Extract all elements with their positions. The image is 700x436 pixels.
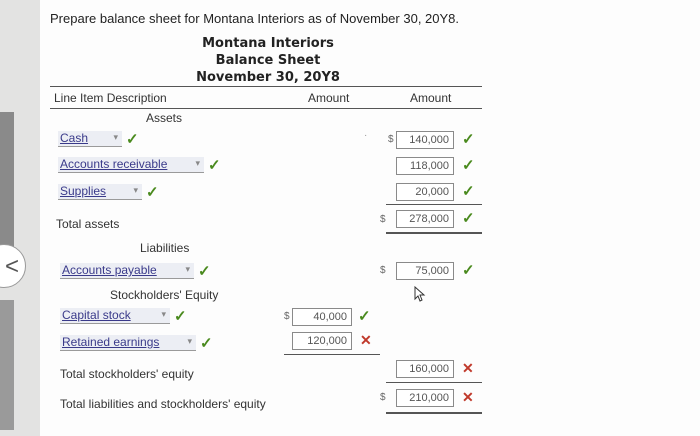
- equity-section-label: Stockholders' Equity: [110, 288, 219, 302]
- mouse-pointer-icon: [414, 286, 426, 302]
- statement-title: Balance Sheet: [215, 53, 321, 68]
- supplies-amount-input[interactable]: 20,000: [396, 183, 454, 201]
- capital-label-check-icon: ✓: [174, 308, 187, 325]
- chevron-down-icon: ▾: [187, 336, 192, 346]
- cash-amount1-dot: ·: [364, 130, 368, 141]
- accounts-payable-dropdown[interactable]: [60, 263, 194, 279]
- accounts-payable-amount-input[interactable]: 75,000: [396, 262, 454, 280]
- supplies-label: Supplies: [60, 184, 107, 198]
- col-description: Line Item Description: [54, 91, 167, 105]
- total-assets-check-icon: ✓: [462, 210, 475, 227]
- capital-amount-check-icon: ✓: [358, 308, 371, 325]
- supplies-dropdown[interactable]: [58, 184, 142, 200]
- total-assets-label: Total assets: [56, 217, 120, 231]
- accounts-receivable-amount-input[interactable]: 118,000: [396, 157, 454, 175]
- retained-earnings-dropdown[interactable]: [60, 335, 196, 351]
- back-chevron-icon: <: [5, 253, 20, 280]
- ap-label-check-icon: ✓: [198, 263, 211, 280]
- header-rule: [50, 86, 482, 87]
- accounts-payable-label: Accounts payable: [62, 263, 157, 277]
- statement-date: November 30, 20Y8: [196, 70, 340, 85]
- chevron-down-icon: ▾: [133, 185, 138, 195]
- capital-stock-label: Capital stock: [62, 308, 131, 322]
- retained-amount-cross-icon: ✕: [360, 332, 372, 348]
- company-name: Montana Interiors: [202, 36, 334, 51]
- retained-label-check-icon: ✓: [200, 335, 213, 352]
- chevron-down-icon: ▾: [161, 309, 166, 319]
- equity-total-rule: [386, 382, 482, 383]
- accounts-receivable-label: Accounts receivable: [60, 157, 168, 171]
- cash-dropdown[interactable]: [58, 131, 122, 147]
- chevron-down-icon: ▾: [195, 158, 200, 168]
- total-assets-input[interactable]: 278,000: [396, 210, 454, 228]
- left-edge-panel: [0, 0, 40, 436]
- ar-amount-check-icon: ✓: [462, 157, 475, 174]
- total-assets-dollar: $: [380, 214, 386, 225]
- equity-subtotal-rule: [284, 354, 380, 355]
- retained-earnings-amount-input[interactable]: 120,000: [292, 332, 352, 350]
- final-double-rule: [386, 412, 482, 414]
- liabilities-section-label: Liabilities: [140, 241, 190, 255]
- capital-dollar: $: [284, 311, 290, 322]
- ar-label-check-icon: ✓: [208, 157, 221, 174]
- total-liab-equity-dollar: $: [380, 392, 386, 403]
- capital-stock-amount-input[interactable]: 40,000: [292, 308, 352, 326]
- total-equity-cross-icon: ✕: [462, 360, 474, 376]
- total-liabilities-equity-input[interactable]: 210,000: [396, 389, 454, 407]
- supplies-label-check-icon: ✓: [146, 184, 159, 201]
- column-header-rule: [50, 108, 482, 109]
- col-amount-2: Amount: [410, 91, 452, 105]
- cash-amount-check-icon: ✓: [462, 131, 475, 148]
- left-edge-bar-lower: [0, 300, 14, 430]
- accounts-receivable-dropdown[interactable]: [58, 157, 204, 173]
- cash-label: Cash: [60, 131, 89, 145]
- cash-dollar: $: [388, 134, 394, 145]
- chevron-down-icon: ▾: [113, 132, 118, 142]
- total-liabilities-equity-label: Total liabilities and stockholders' equity: [60, 397, 266, 411]
- instructions-text: Prepare balance sheet for Montana Interiors as of November 30, 20Y8.: [50, 11, 460, 26]
- total-assets-double-rule: [386, 232, 482, 234]
- cash-label-check-icon: ✓: [126, 131, 139, 148]
- ap-amount-check-icon: ✓: [462, 262, 475, 279]
- total-equity-input[interactable]: 160,000: [396, 360, 454, 378]
- capital-stock-dropdown[interactable]: [60, 308, 170, 324]
- supplies-amount-check-icon: ✓: [462, 183, 475, 200]
- cash-amount-input[interactable]: 140,000: [396, 131, 454, 149]
- ap-dollar: $: [380, 265, 386, 276]
- total-equity-label: Total stockholders' equity: [60, 367, 194, 381]
- assets-subtotal-rule: [386, 204, 482, 205]
- assets-section-label: Assets: [146, 111, 183, 125]
- retained-earnings-label: Retained earnings: [62, 335, 160, 349]
- chevron-down-icon: ▾: [185, 264, 190, 274]
- col-amount-1: Amount: [308, 91, 350, 105]
- total-liab-equity-cross-icon: ✕: [462, 389, 474, 405]
